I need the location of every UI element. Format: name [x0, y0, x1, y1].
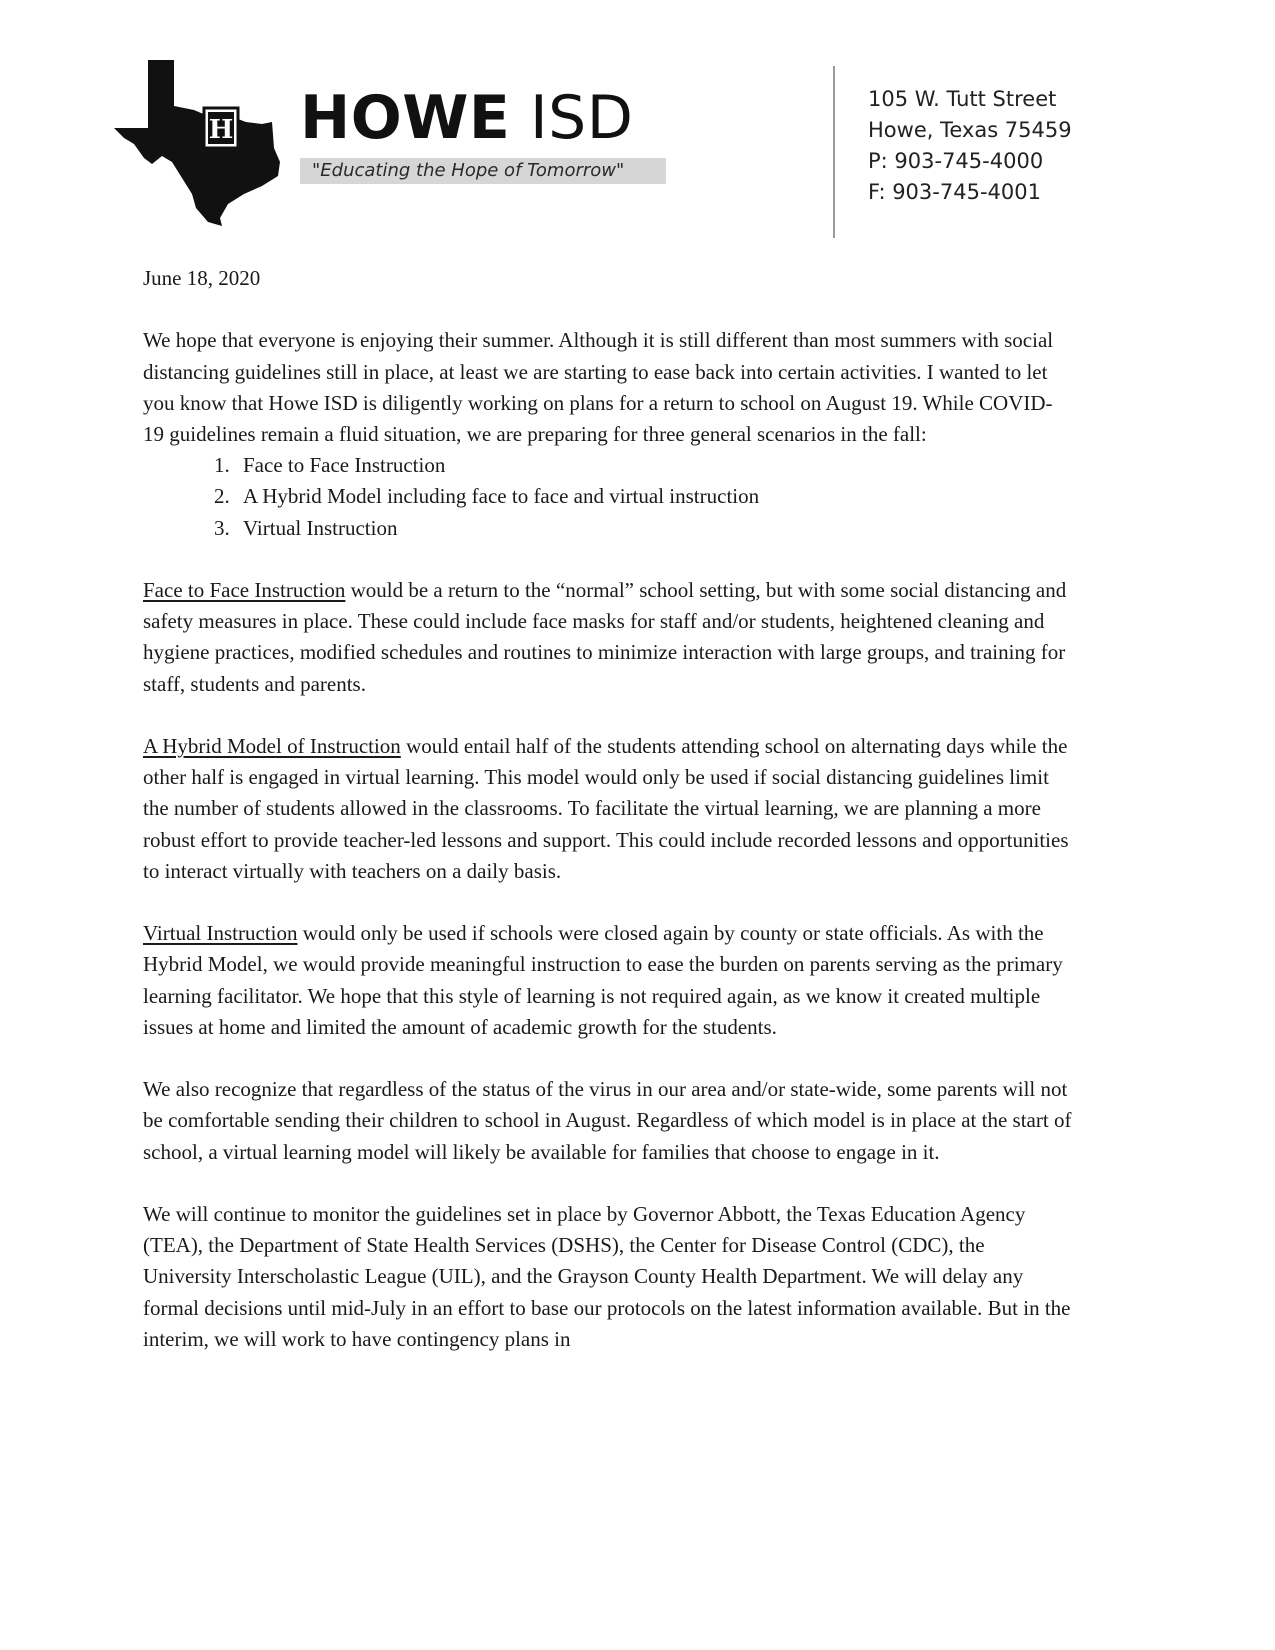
- letter-date: June 18, 2020: [143, 266, 261, 290]
- hybrid-text: would entail half of the students attending school on alternating days while the other half is engaged in virtual learning. This model would only be used if social distancing guidelines limit the number of students allowed in the classrooms. To facilitate the virtual learning, we are planning a more robust effort to provide teacher-led lessons and support. This could include recorded lessons and opportunities to interact virtually with teachers on a daily basis.: [143, 734, 1069, 883]
- face-to-face-paragraph: [143, 575, 1073, 700]
- district-name: [300, 83, 634, 153]
- letterhead: [0, 0, 1275, 250]
- header-divider: [833, 66, 835, 238]
- district-name-light: ISD: [529, 83, 634, 153]
- scenario-list: [143, 450, 1073, 544]
- hybrid-paragraph: [143, 731, 1073, 887]
- face-to-face-heading: Face to Face Instruction: [143, 578, 346, 602]
- address-city: Howe, Texas 75459: [868, 118, 1072, 142]
- texas-logo-icon: [112, 58, 292, 228]
- virtual-heading: Virtual Instruction: [143, 921, 298, 946]
- virtual-paragraph: [143, 918, 1073, 1043]
- virtual-text: would only be used if schools were closed again by county or state officials. As with the Hybrid Model, we would provide meaningful instruction to ease the burden on parents serving as the primary learning facilitator. We hope that this style of learning is not required again, as we know it created multiple issues at home and limited the amount of academic growth for the students.: [143, 921, 1063, 1039]
- letter-body: [143, 263, 1073, 1386]
- address-fax: F: 903-745-4001: [868, 180, 1041, 204]
- recognize-paragraph: We also recognize that regardless of the status of the virus in our area and/or state-wide, some parents will not be comfortable sending their children to school in August. Regardless of which model is in place at the start of school, a virtual learning model will likely be available for families that choose to engage in it.: [143, 1077, 1072, 1164]
- address-phone: P: 903-745-4000: [868, 149, 1044, 173]
- address-block: [868, 84, 1072, 208]
- list-item: 3. Virtual Instruction: [214, 515, 398, 540]
- tagline: "Educating the Hope of Tomorrow": [300, 158, 666, 184]
- face-to-face-text: would be a return to the “normal” school setting, but with some social distancing and safety measures in place. These could include face masks for staff and/or students, heightened cleaning and hygiene practices, modified schedules and routines to minimize interaction with large groups, and training for staff, students and parents.: [143, 578, 1067, 696]
- district-name-bold: HOWE: [300, 83, 511, 153]
- list-item: 2. A Hybrid Model including face to face and virtual instruction: [214, 484, 760, 509]
- address-street: 105 W. Tutt Street: [868, 87, 1057, 111]
- hybrid-heading: A Hybrid Model of Instruction: [143, 734, 401, 758]
- list-item: 1. Face to Face Instruction: [214, 453, 446, 478]
- intro-paragraph: We hope that everyone is enjoying their summer. Although it is still different than most summers with social distancing guidelines still in place, at least we are starting to ease back into certain activities. I wanted to let you know that Howe ISD is diligently working on plans for a return to school on August 19. While COVID-19 guidelines remain a fluid situation, we are preparing for three general scenarios in the fall:: [143, 328, 1054, 446]
- logo-letter: H: [208, 115, 234, 145]
- monitor-paragraph: We will continue to monitor the guidelines set in place by Governor Abbott, the Texas Education Agency (TEA), the Department of State Health Services (DSHS), the Center for Disease Control (CDC), the University Interscholastic League (UIL), and the Grayson County Health Department. We will delay any formal decisions until mid-July in an effort to base our protocols on the latest information available. But in the interim, we will work to have contingency plans in: [143, 1202, 1071, 1351]
